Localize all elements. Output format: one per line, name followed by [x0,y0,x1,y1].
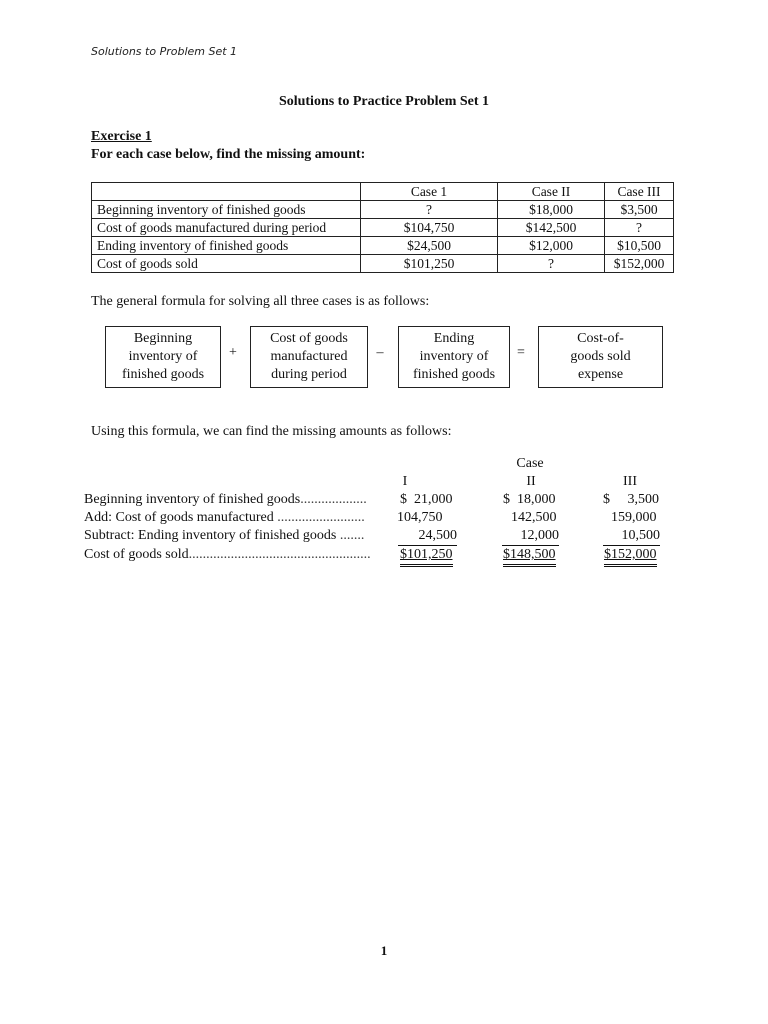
table-header-cell: Case II [498,183,605,201]
value-case-i: 24,500 [398,527,457,546]
value-case-ii: 12,000 [502,527,559,546]
formula-box-cogs-expense [538,326,663,388]
table-cell: ? [605,219,674,237]
value-case-ii: 142,500 [511,510,557,525]
page-number: 1 [380,943,388,958]
row-label: Add: Cost of goods manufactured [84,510,274,525]
table-cell: $104,750 [361,219,498,237]
value-case-iii: 10,500 [603,527,660,546]
row-label: Cost of goods sold [92,255,361,273]
case-heading: Case [516,456,544,471]
formula-intro: The general formula for solving all three cases is as follows: [91,294,430,309]
row-label: Beginning inventory of finished goods [84,492,301,507]
table-header-cell: Case III [605,183,674,201]
box-line: finished goods [412,367,496,382]
document-title: Solutions to Practice Problem Set 1 [278,94,490,109]
value-case-i: 104,750 [397,510,443,525]
formula-box-ending-inventory [398,326,510,388]
exercise-title: Exercise 1 [91,129,152,144]
table-row [92,255,674,273]
row-label: Cost of goods sold [84,547,189,562]
value-case-i: $101,250 [400,546,453,567]
running-header: Solutions to Problem Set 1 [91,45,238,58]
formula-box-beginning-inventory [105,326,221,388]
box-line: manufactured [270,349,348,364]
table-cell: $10,500 [605,237,674,255]
table-cell: ? [361,201,498,219]
table-row [92,237,674,255]
box-line: expense [577,367,624,382]
cases-table [91,182,674,273]
box-line: inventory of [128,349,198,364]
box-line: finished goods [121,367,205,382]
box-line: goods sold [570,349,631,364]
table-cell: ? [498,255,605,273]
column-heading-i: I [402,474,408,489]
box-line: Cost of goods [270,331,348,346]
table-header-row [92,183,674,201]
value-case-i: $ 21,000 [400,492,453,507]
table-cell: $142,500 [498,219,605,237]
dot-leader: ................... [300,492,367,507]
box-line: Beginning [133,331,193,346]
value-case-iii: 159,000 [611,510,657,525]
table-cell: $18,000 [498,201,605,219]
column-heading-iii: III [623,474,637,489]
table-cell: $12,000 [498,237,605,255]
value-case-ii: $148,500 [503,546,556,567]
table-cell: $24,500 [361,237,498,255]
table-row [92,201,674,219]
table-cell: $152,000 [605,255,674,273]
table-cell: $101,250 [361,255,498,273]
plus-operator: + [229,345,237,360]
column-heading-ii: II [526,474,536,489]
dot-leader: .................................................... [188,547,371,562]
row-label: Subtract: Ending inventory of finished goods [84,528,337,543]
row-label: Beginning inventory of finished goods [92,201,361,219]
solution-intro: Using this formula, we can find the missing amounts as follows: [91,424,452,439]
row-label: Cost of goods manufactured during period [92,219,361,237]
value-case-iii: $ 3,500 [603,492,659,507]
box-line: Ending [433,331,475,346]
table-row [92,219,674,237]
table-header-cell: Case 1 [361,183,498,201]
value-case-ii: $ 18,000 [503,492,556,507]
equals-operator: = [517,345,525,360]
exercise-instruction: For each case below, find the missing amount: [91,147,366,162]
row-label: Ending inventory of finished goods [92,237,361,255]
box-line: Cost-of- [577,331,624,346]
box-line: inventory of [419,349,489,364]
dot-leader: ....... [339,528,365,543]
table-header-cell [92,183,361,201]
table-cell: $3,500 [605,201,674,219]
minus-operator: – [376,345,384,360]
value-case-iii: $152,000 [604,546,657,567]
dot-leader: ......................... [277,510,365,525]
formula-box-cost-manufactured [250,326,368,388]
box-line: during period [271,367,347,382]
